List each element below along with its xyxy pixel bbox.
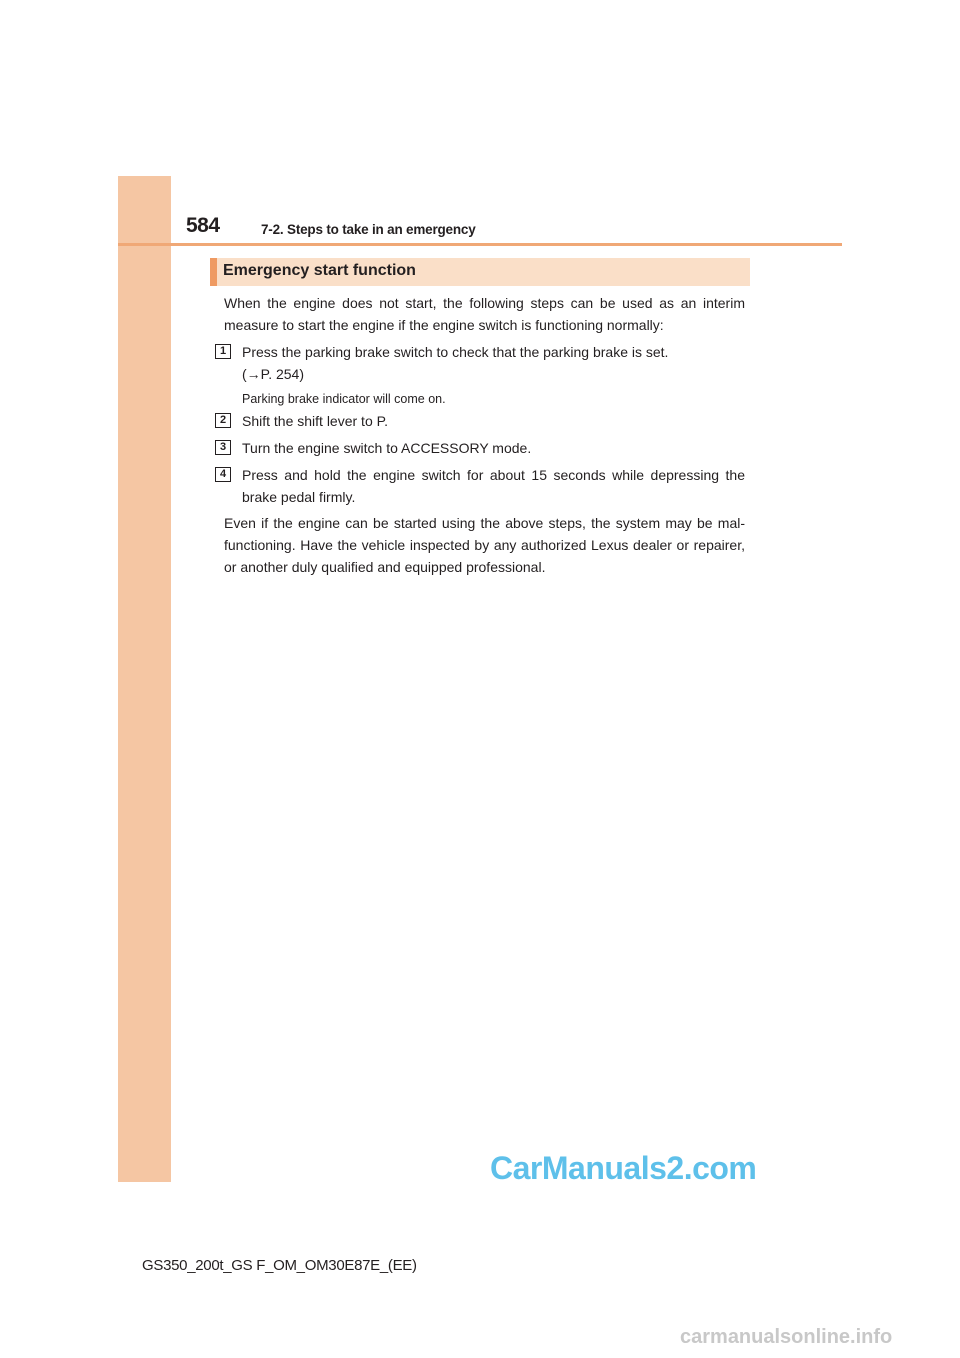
section-title: 7-2. Steps to take in an emergency [261, 222, 476, 237]
corner-watermark: carmanualsonline.info [680, 1326, 893, 1348]
step-text: Turn the engine switch to ACCESSORY mode. [242, 440, 532, 456]
step-text: Press and hold the engine switch for about 15 seconds while depressing the brake pedal firmly. [242, 467, 745, 505]
header-rule [118, 243, 842, 246]
step-number-badge: 2 [215, 413, 231, 428]
step-number-badge: 1 [215, 344, 231, 359]
side-tab [118, 176, 171, 1182]
step-number-badge: 4 [215, 467, 231, 482]
step-text: Shift the shift lever to P. [242, 413, 389, 429]
page-number: 584 [186, 214, 220, 237]
step-text: Press the parking brake switch to check that the parking brake is set. [242, 344, 669, 360]
intro-paragraph: When the engine does not start, the following steps can be used as an interim measure to start the engine if the engine switch is functioning normally: [224, 295, 745, 333]
closing-paragraph: Even if the engine can be started using the above steps, the system may be mal-functioning. Have the vehicle inspected by any authorized Lexus dealer or repairer, or another duly qualified and equipped professional. [224, 515, 745, 575]
section-heading: Emergency start function [223, 262, 416, 279]
section-heading-bar [210, 258, 750, 286]
page-reference-link[interactable]: (→P. 254) [242, 366, 304, 382]
step-number-badge: 3 [215, 440, 231, 455]
footer-code: GS350_200t_GS F_OM_OM30E87E_(EE) [142, 1257, 417, 1274]
carmanuals-watermark: CarManuals2.com [490, 1150, 757, 1186]
step-note: Parking brake indicator will come on. [242, 392, 446, 406]
